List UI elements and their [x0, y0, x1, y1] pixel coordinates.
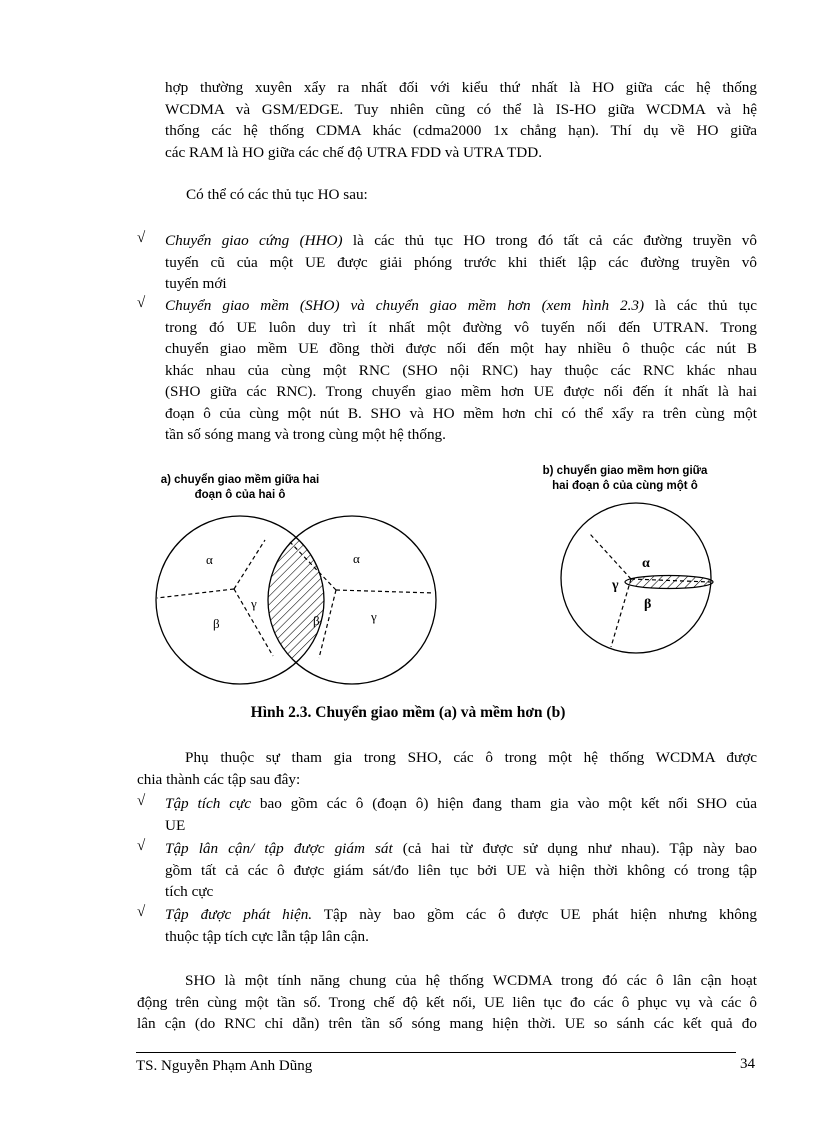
figure-caption: Hình 2.3. Chuyển giao mềm (a) và mềm hơn (b) — [250, 704, 566, 721]
alpha-label: α — [642, 556, 650, 571]
bullet-term: Tập lân cận/ tập được giám sát — [165, 840, 393, 857]
text-line: thuộc tập tích cực lẫn tập lân cận. — [165, 927, 369, 945]
alpha-label-left: α — [206, 552, 213, 567]
beta-label-left: β — [213, 616, 220, 631]
text-line: động trên cùng một tần số. Trong chế độ kết nối, UE liên tục đo các ô phục vụ và các ô — [137, 993, 757, 1011]
text-line: tần số sóng mang và trong cùng một hệ thống. — [165, 426, 446, 443]
bullet-term: Tập tích cực — [165, 795, 251, 812]
text-line: Phụ thuộc sự tham gia trong SHO, các ô trong một hệ thống WCDMA được — [185, 749, 757, 766]
gamma-label-left: γ — [251, 596, 257, 611]
text-line: (SHO giữa các RNC). Trong chuyển giao mềm hơn UE được nối đến ít nhất là hai — [165, 383, 757, 400]
figure-diagram — [0, 500, 816, 720]
text-line: thống các hệ thống CDMA khác (cdma2000 1x chẳng hạn). Thí dụ về HO giữa — [165, 122, 757, 139]
bullet-term: Chuyển giao mềm (SHO) và chuyển giao mềm hơn (xem hình 2.3) — [165, 297, 645, 314]
checkmark-icon: √ — [137, 838, 146, 854]
checkmark-icon: √ — [137, 904, 146, 920]
overlap-hatched-region — [625, 576, 713, 589]
bullet-hho: Chuyển giao cứng (HHO) là các thủ tục HO trong đó tất cả các đường truyền vô tuyến cũ của một UE được giải phóng trước khi thiết lập các đường truyền vô tuyến mới — [165, 230, 757, 295]
text-line: SHO là một tính năng chung của hệ thống WCDMA trong đó các ô lân cận hoạt — [185, 972, 757, 989]
text-line: chuyển giao mềm UE đồng thời được nối đến một hay nhiều ô thuộc các nút B — [165, 340, 757, 357]
text-line: tích cực — [165, 883, 214, 900]
page-number: 34 — [740, 1056, 755, 1072]
intro-paragraph — [165, 77, 757, 163]
text-line: UE — [165, 816, 186, 834]
text-line: đoạn ô của cùng một nút B. SHO và HO mềm hơn chỉ có thể xẩy ra trên cùng một — [165, 404, 757, 422]
bullet-active-set: Tập tích cực bao gồm các ô (đoạn ô) hiện đang tham gia vào một kết nối SHO của UE — [165, 793, 757, 836]
text-line: gồm tất cả các ô được giám sát/đo liên tục bởi UE và hiện thời không có trong tập — [165, 861, 757, 879]
checkmark-icon: √ — [137, 295, 146, 311]
text-line: chia thành các tập sau đây: — [137, 770, 301, 788]
sets-intro-paragraph — [137, 747, 757, 790]
ho-procedures-intro: Có thể có các thủ tục HO sau: — [186, 186, 368, 203]
bullet-neighbor-set: Tập lân cận/ tập được giám sát (cả hai từ được sử dụng như nhau). Tập này bao gồm tất cả các ô được giám sát/đo liên tục bởi UE và hiện thời không có trong tập tích cực — [165, 838, 757, 903]
text-line: các RAM là HO giữa các chế độ UTRA FDD và UTRA TDD. — [165, 143, 543, 161]
text-line: WCDMA và GSM/EDGE. Tuy nhiên cũng có thể là IS-HO giữa WCDMA và hệ — [165, 100, 757, 118]
text-line: hợp thường xuyên xẩy ra nhất đối với kiểu thứ nhất là HO giữa các hệ thống — [165, 79, 757, 96]
footer-divider — [136, 1052, 736, 1053]
text-line: khác nhau của cùng một RNC (SHO nội RNC) hay thuộc các RNC khác nhau — [165, 361, 757, 379]
footer-author: TS. Nguyễn Phạm Anh Dũng — [136, 1058, 313, 1074]
text-line: trong đó UE luôn duy trì ít nhất một đường vô tuyến nối đến UTRAN. Trong — [165, 318, 757, 336]
overlap-hatched-region — [268, 516, 436, 684]
sho-paragraph — [137, 970, 757, 1035]
bullet-sho: Chuyển giao mềm (SHO) và chuyển giao mềm hơn (xem hình 2.3) là các thủ tục trong đó UE luôn duy trì ít nhất một đường vô tuyến nối đến UTRAN. Trong chuyển giao mềm UE đồng thời được nối đến một hay nhiều ô thuộc các nút B khác nhau của cùng một RNC (SHO nội RNC) hay thuộc các RNC khác nhau (SHO giữa các RNC). Trong chuyển giao mềm hơn UE được nối đến ít nhất là hai đoạn ô của cùng một nút B. SHO và HO mềm hơn chỉ có thể xẩy ra trên cùng một tần số sóng mang và trong cùng một hệ thống. — [165, 295, 757, 446]
text-line: lân cận (do RNC chỉ dẫn) trên tần số sóng mang hiện thời. UE so sánh các kết quả đo — [137, 1015, 757, 1032]
gamma-label-right: γ — [371, 609, 377, 624]
figure-label-a: a) chuyển giao mềm giữa hai đoạn ô của hai ô — [160, 474, 320, 501]
soft-handover-diagram — [156, 516, 436, 684]
beta-label: β — [644, 597, 652, 612]
beta-label-right: β — [313, 613, 320, 628]
text-line: tuyến mới — [165, 275, 227, 292]
bullet-detected-set: Tập được phát hiện. Tập này bao gồm các ô được UE phát hiện nhưng không thuộc tập tích cực lẫn tập lân cận. — [165, 904, 757, 947]
bullet-term: Tập được phát hiện. — [165, 906, 313, 923]
alpha-label-right: α — [353, 551, 360, 566]
text-line: tuyến cũ của một UE được giải phóng trước khi thiết lập các đường truyền vô — [165, 253, 757, 271]
softer-handover-diagram — [561, 503, 713, 653]
figure-label-b: b) chuyển giao mềm hơn giữa hai đoạn ô của cùng một ô — [542, 465, 708, 492]
checkmark-icon: √ — [137, 230, 146, 246]
checkmark-icon: √ — [137, 793, 146, 809]
gamma-label: γ — [612, 578, 619, 593]
bullet-term: Chuyển giao cứng (HHO) — [165, 232, 343, 249]
